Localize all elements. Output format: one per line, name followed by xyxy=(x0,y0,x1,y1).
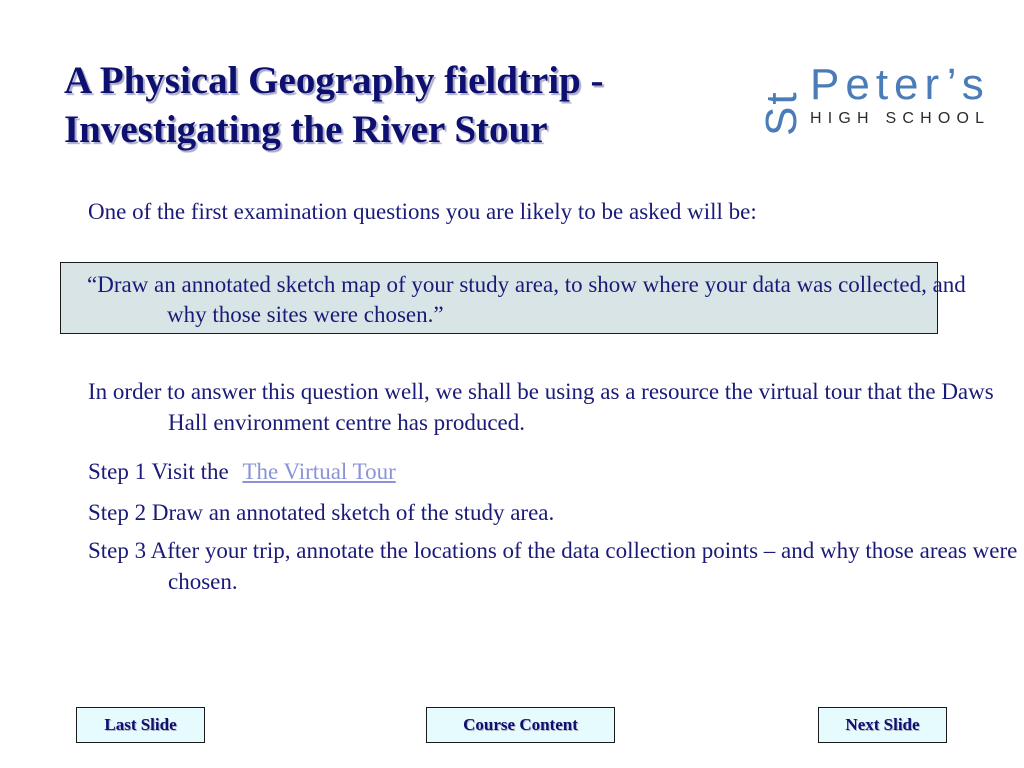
exam-question-box xyxy=(60,262,966,334)
step-2: Step 2 Draw an annotated sketch of the study area. xyxy=(88,500,555,525)
slide-title xyxy=(64,56,744,154)
intro-text: One of the first examination questions you are likely to be asked will be: xyxy=(88,199,757,224)
logo-name: Peter’s xyxy=(810,60,990,109)
title-line-2: Investigating the River Stour xyxy=(64,108,548,151)
last-slide-button[interactable]: Last Slide xyxy=(76,707,205,743)
school-logo xyxy=(757,60,1008,136)
resource-text: In order to answer this question well, we shall be using as a resource the virtual tour that the Daws Hall environment centre has produced. xyxy=(88,379,994,435)
logo-prefix: St xyxy=(757,90,806,136)
logo-subtitle: HIGH SCHOOL xyxy=(810,110,991,127)
next-slide-button[interactable]: Next Slide xyxy=(818,707,947,743)
step-1 xyxy=(88,456,948,487)
exam-question-text: “Draw an annotated sketch map of your study area, to show where your data was collected, and why those sites were chosen.” xyxy=(87,272,966,327)
step-3: Step 3 After your trip, annotate the locations of the data collection points – and why those areas were chosen. xyxy=(88,538,1018,594)
logo-st-mark xyxy=(758,74,810,136)
title-line-1: A Physical Geography fieldtrip - xyxy=(64,59,604,102)
course-content-button[interactable]: Course Content xyxy=(426,707,615,743)
step-1-text: Step 1 Visit the xyxy=(88,459,229,484)
virtual-tour-link[interactable]: The Virtual Tour xyxy=(242,459,396,484)
